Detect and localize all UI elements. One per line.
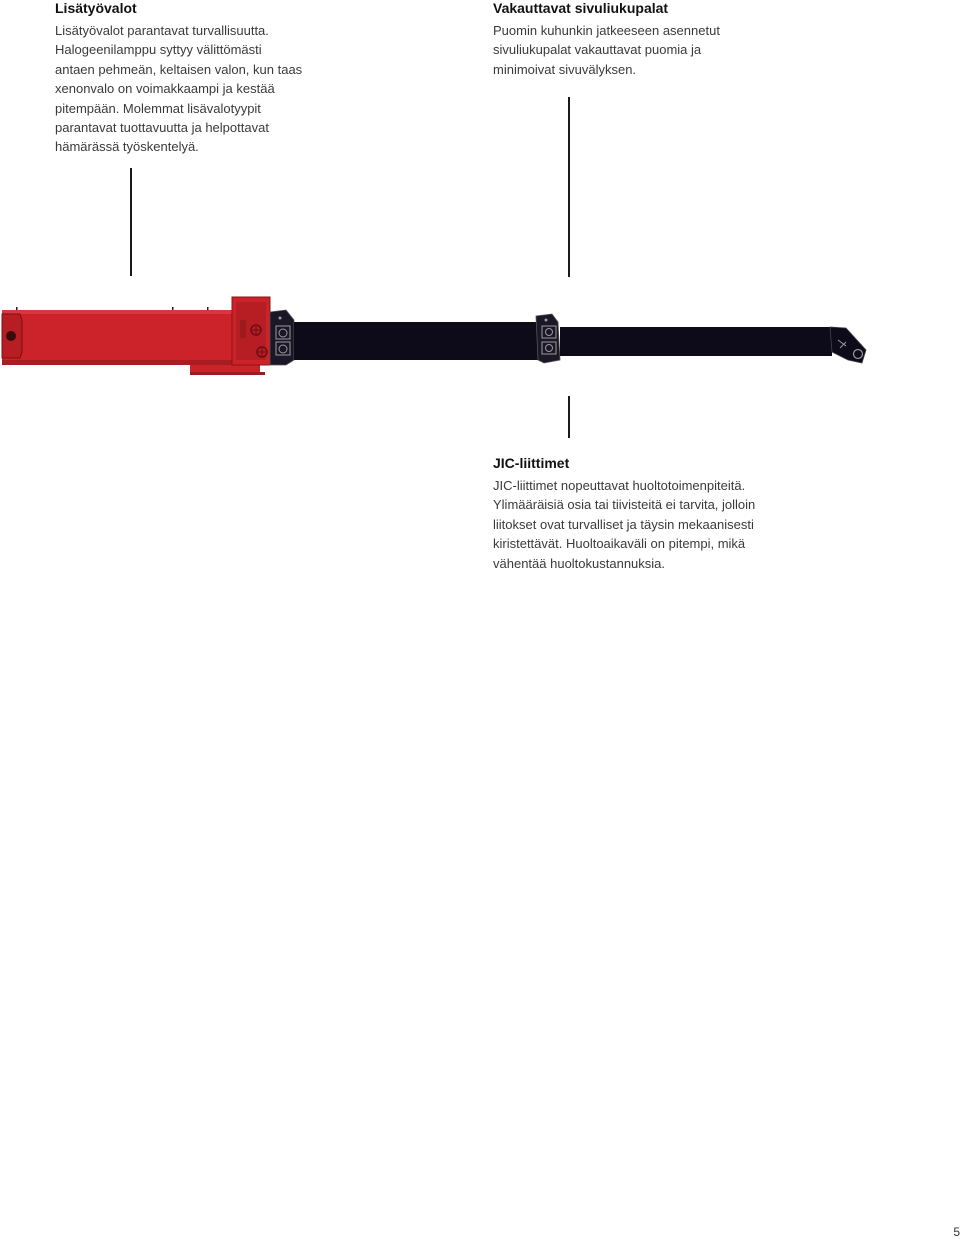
section-title-jic: JIC-liittimet — [493, 455, 570, 471]
red-boom-section — [2, 297, 270, 375]
black-boom-extension-1 — [270, 310, 540, 365]
crane-boom-illustration — [0, 290, 880, 380]
section-lights — [55, 0, 335, 157]
section-title-lights: Lisätyövalot — [55, 0, 137, 16]
section-text-slide-pads: Puomin kuhunkin jatkeeseen asennetut sivuliukupalat vakauttavat puomia ja minimoivat sivuvälyksen. — [493, 23, 720, 77]
section-slide-pads — [493, 0, 793, 79]
section-jic — [493, 455, 793, 573]
boom-tip — [830, 327, 866, 363]
leader-line-slide-pads — [568, 97, 570, 277]
section-text-lights: Lisätyövalot parantavat turvallisuutta. Halogeenilamppu syttyy välittömästi antaen pehmeän, keltaisen valon, kun taas xenonvalo on voimakkaampi ja kestää pitempään. Molemmat lisävalotyypit parantavat tuottavuutta ja helpottavat hämärässä työskentelyä. — [55, 23, 303, 155]
black-boom-extension-2 — [536, 314, 832, 363]
page-number: 5 — [953, 1225, 960, 1239]
leader-line-lights — [130, 168, 132, 276]
section-text-jic: JIC-liittimet nopeuttavat huoltotoimenpiteitä. Ylimääräisiä osia tai tiivisteitä ei tarvita, jolloin liitokset ovat turvalliset ja täysin mekaanisesti kiristettävät. Huoltoaikaväli on pitempi, mikä vähentää huoltokustannuksia. — [493, 478, 756, 571]
section-title-slide-pads: Vakauttavat sivuliukupalat — [493, 0, 669, 16]
leader-line-jic — [568, 396, 570, 438]
